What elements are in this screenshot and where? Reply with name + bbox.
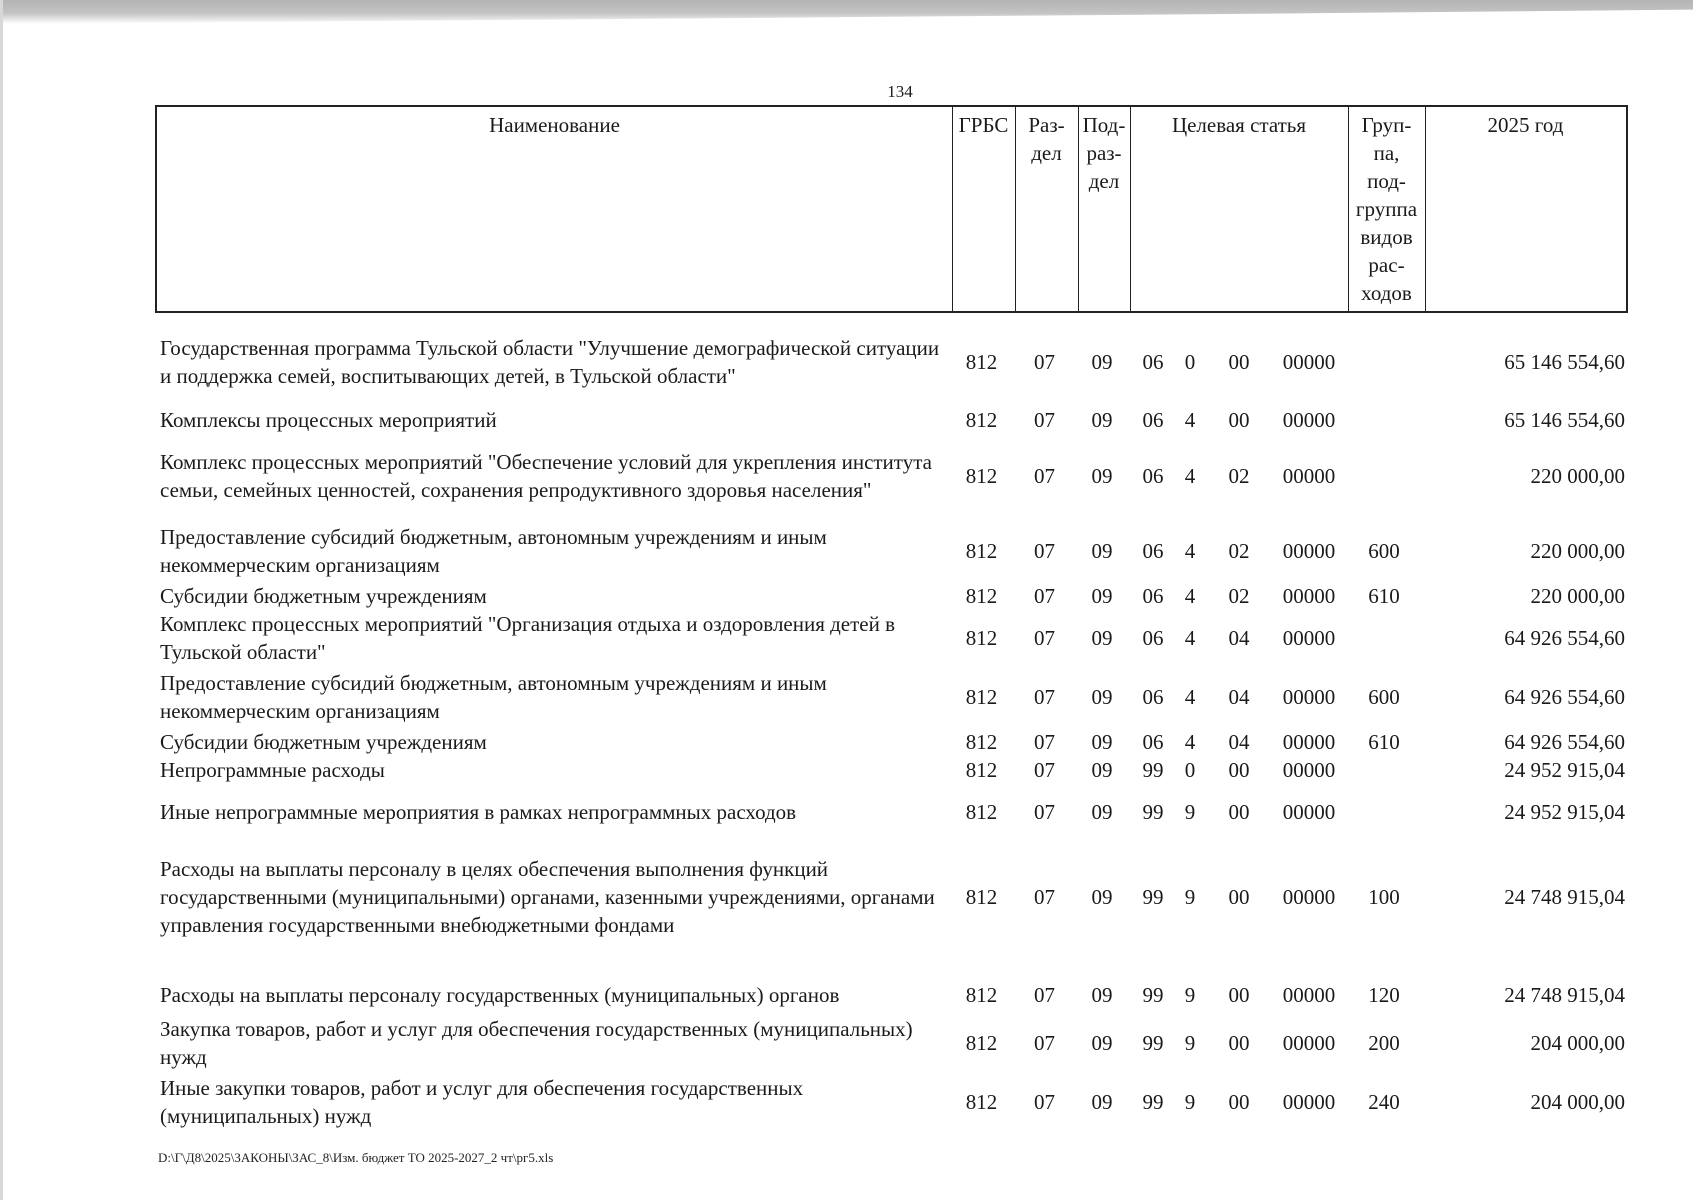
row-name-cell: Государственная программа Тульской области "Улучшение демографической ситуации и поддержка семей, воспитывающих детей, в Тульской области" [160, 336, 940, 388]
grbs-cell: 812 [965, 539, 998, 563]
target-direction-cell: 00000 [1282, 800, 1336, 824]
target-subprogram-cell: 9 [1184, 800, 1196, 824]
podrazdel-cell: 09 [1091, 626, 1113, 650]
file-path-footer: D:\Г\Д8\2025\ЗАКОНЫ\ЗАС_8\Изм. бюджет ТО 2025-2027_2 чт\рг5.xls [158, 1150, 554, 1165]
target-program-cell: 99 [1142, 1090, 1164, 1114]
target-measure-cell: 02 [1228, 584, 1250, 608]
expense-type-cell [1348, 610, 1420, 666]
razdel-cell: 07 [1034, 350, 1055, 374]
amount-cell: 220 000,00 [1530, 584, 1625, 608]
podrazdel-cell: 09 [1091, 584, 1113, 608]
table-row [0, 331, 1693, 393]
table-row [0, 1074, 1693, 1130]
podrazdel-cell: 09 [1091, 800, 1113, 824]
amount-cell: 204 000,00 [1530, 1031, 1625, 1055]
table-row [0, 728, 1693, 756]
target-measure-cell: 04 [1228, 626, 1250, 650]
target-measure-cell: 04 [1228, 685, 1250, 709]
amount-cell: 220 000,00 [1530, 539, 1625, 563]
grbs-cell: 812 [965, 685, 998, 709]
grbs-cell: 812 [965, 885, 998, 909]
target-measure-cell: 00 [1228, 350, 1250, 374]
target-direction-cell: 00000 [1282, 730, 1336, 754]
amount-cell: 24 748 915,04 [1504, 885, 1625, 909]
grbs-cell: 812 [965, 626, 998, 650]
table-row [0, 1015, 1693, 1071]
podrazdel-cell: 09 [1091, 983, 1113, 1007]
target-program-cell: 99 [1142, 1031, 1164, 1055]
table-row [0, 434, 1693, 518]
grbs-cell: 812 [965, 758, 998, 782]
expense-type-cell [1348, 434, 1420, 518]
razdel-cell: 07 [1034, 885, 1055, 909]
expense-type-cell: 610 [1368, 584, 1400, 608]
podrazdel-cell: 09 [1091, 408, 1113, 432]
header-gruppa-vidov-rashodov: Груп- па, под- группа видов рас- ходов [1355, 113, 1418, 305]
expense-type-cell: 240 [1368, 1090, 1400, 1114]
row-name-cell: Непрограммные расходы [160, 758, 385, 782]
target-subprogram-cell: 4 [1184, 626, 1196, 650]
podrazdel-cell: 09 [1091, 730, 1113, 754]
amount-cell: 24 952 915,04 [1504, 758, 1625, 782]
table-row [0, 523, 1693, 579]
target-measure-cell: 00 [1228, 758, 1250, 782]
razdel-cell: 07 [1034, 800, 1055, 824]
razdel-cell: 07 [1034, 584, 1055, 608]
razdel-cell: 07 [1034, 539, 1055, 563]
target-subprogram-cell: 9 [1184, 1031, 1196, 1055]
target-subprogram-cell: 0 [1184, 350, 1196, 374]
row-name-cell: Субсидии бюджетным учреждениям [160, 584, 487, 608]
target-direction-cell: 00000 [1282, 1090, 1336, 1114]
target-measure-cell: 00 [1228, 885, 1250, 909]
table-row [0, 582, 1693, 610]
row-name-cell: Комплекс процессных мероприятий "Обеспечение условий для укрепления института семьи, семейных ценностей, сохранения репродуктивного здоровья населения" [160, 450, 932, 502]
razdel-cell: 07 [1034, 408, 1055, 432]
expense-type-cell [1348, 756, 1420, 784]
target-subprogram-cell: 9 [1184, 1090, 1196, 1114]
razdel-cell: 07 [1034, 730, 1055, 754]
row-name-cell: Иные непрограммные мероприятия в рамках непрограммных расходов [160, 800, 797, 824]
grbs-cell: 812 [965, 1090, 998, 1114]
row-name-cell: Комплексы процессных мероприятий [160, 408, 497, 432]
table-row [0, 756, 1693, 784]
grbs-cell: 812 [965, 800, 998, 824]
target-direction-cell: 00000 [1282, 408, 1336, 432]
podrazdel-cell: 09 [1091, 350, 1113, 374]
target-program-cell: 06 [1142, 730, 1164, 754]
expense-type-cell [1348, 406, 1420, 434]
expense-type-cell: 600 [1368, 685, 1400, 709]
podrazdel-cell: 09 [1091, 885, 1113, 909]
target-direction-cell: 00000 [1282, 1031, 1336, 1055]
podrazdel-cell: 09 [1091, 464, 1113, 488]
target-measure-cell: 00 [1228, 1031, 1250, 1055]
target-subprogram-cell: 0 [1184, 758, 1196, 782]
target-program-cell: 06 [1142, 584, 1164, 608]
target-measure-cell: 00 [1228, 983, 1250, 1007]
amount-cell: 64 926 554,60 [1504, 626, 1625, 650]
target-subprogram-cell: 9 [1184, 983, 1196, 1007]
expense-type-cell: 100 [1368, 885, 1400, 909]
header-name: Наименование [489, 113, 620, 137]
target-program-cell: 06 [1142, 350, 1164, 374]
amount-cell: 64 926 554,60 [1504, 730, 1625, 754]
table-row [0, 610, 1693, 666]
podrazdel-cell: 09 [1091, 758, 1113, 782]
target-subprogram-cell: 4 [1184, 730, 1196, 754]
target-subprogram-cell: 4 [1184, 464, 1196, 488]
target-direction-cell: 00000 [1282, 350, 1336, 374]
header-razdel: Раз- дел [1028, 113, 1065, 165]
target-measure-cell: 00 [1228, 408, 1250, 432]
header-year: 2025 год [1487, 113, 1564, 137]
target-program-cell: 99 [1142, 758, 1164, 782]
target-program-cell: 06 [1142, 464, 1164, 488]
razdel-cell: 07 [1034, 1031, 1055, 1055]
grbs-cell: 812 [965, 983, 998, 1007]
amount-cell: 220 000,00 [1530, 464, 1625, 488]
expense-type-cell: 600 [1368, 539, 1400, 563]
grbs-cell: 812 [965, 1031, 998, 1055]
row-name-cell: Субсидии бюджетным учреждениям [160, 730, 487, 754]
target-direction-cell: 00000 [1282, 464, 1336, 488]
amount-cell: 204 000,00 [1530, 1090, 1625, 1114]
target-measure-cell: 00 [1228, 800, 1250, 824]
table-row [0, 975, 1693, 1015]
grbs-cell: 812 [965, 464, 998, 488]
target-subprogram-cell: 4 [1184, 584, 1196, 608]
target-program-cell: 99 [1142, 800, 1164, 824]
razdel-cell: 07 [1034, 1090, 1055, 1114]
table-header [155, 105, 1628, 313]
target-direction-cell: 00000 [1282, 685, 1336, 709]
row-name-cell: Предоставление субсидий бюджетным, автономным учреждениям и иным некоммерческим организациям [160, 525, 827, 577]
target-program-cell: 99 [1142, 983, 1164, 1007]
table-row [0, 669, 1693, 725]
razdel-cell: 07 [1034, 464, 1055, 488]
row-name-cell: Предоставление субсидий бюджетным, автономным учреждениям и иным некоммерческим организациям [160, 671, 827, 723]
razdel-cell: 07 [1034, 758, 1055, 782]
target-measure-cell: 02 [1228, 464, 1250, 488]
expense-type-cell: 200 [1368, 1031, 1400, 1055]
amount-cell: 65 146 554,60 [1504, 408, 1625, 432]
amount-cell: 64 926 554,60 [1504, 685, 1625, 709]
target-subprogram-cell: 4 [1184, 408, 1196, 432]
podrazdel-cell: 09 [1091, 1090, 1113, 1114]
target-program-cell: 06 [1142, 626, 1164, 650]
row-name-cell: Иные закупки товаров, работ и услуг для обеспечения государственных (муниципальных) нужд [160, 1076, 804, 1128]
target-subprogram-cell: 9 [1184, 885, 1196, 909]
header-podrazdel: Под- раз- дел [1082, 113, 1126, 193]
target-program-cell: 06 [1142, 539, 1164, 563]
target-subprogram-cell: 4 [1184, 539, 1196, 563]
target-measure-cell: 04 [1228, 730, 1250, 754]
target-direction-cell: 00000 [1282, 539, 1336, 563]
razdel-cell: 07 [1034, 983, 1055, 1007]
podrazdel-cell: 09 [1091, 685, 1113, 709]
amount-cell: 65 146 554,60 [1504, 350, 1625, 374]
table-row [0, 852, 1693, 942]
table-row [0, 406, 1693, 434]
target-direction-cell: 00000 [1282, 626, 1336, 650]
amount-cell: 24 748 915,04 [1504, 983, 1625, 1007]
target-direction-cell: 00000 [1282, 885, 1336, 909]
amount-cell: 24 952 915,04 [1504, 800, 1625, 824]
expense-type-cell [1348, 331, 1420, 393]
razdel-cell: 07 [1034, 626, 1055, 650]
row-name-cell: Расходы на выплаты персоналу в целях обеспечения выполнения функций государственными (муниципальными) органами, казенными учреждениями, органами управления государственными внебюджетными фондами [160, 857, 935, 937]
target-program-cell: 99 [1142, 885, 1164, 909]
page-number: 134 [887, 82, 913, 101]
target-measure-cell: 00 [1228, 1090, 1250, 1114]
header-grbs: ГРБС [958, 113, 1009, 137]
row-name-cell: Комплекс процессных мероприятий "Организация отдыха и оздоровления детей в Тульской области" [160, 612, 896, 664]
scan-shadow-top [0, 0, 1693, 24]
grbs-cell: 812 [965, 350, 998, 374]
header-tselevaya-statya: Целевая статья [1171, 113, 1307, 137]
target-direction-cell: 00000 [1282, 758, 1336, 782]
row-name-cell: Закупка товаров, работ и услуг для обеспечения государственных (муниципальных) нужд [160, 1017, 913, 1069]
grbs-cell: 812 [965, 584, 998, 608]
target-program-cell: 06 [1142, 685, 1164, 709]
podrazdel-cell: 09 [1091, 539, 1113, 563]
table-row [0, 792, 1693, 832]
podrazdel-cell: 09 [1091, 1031, 1113, 1055]
target-program-cell: 06 [1142, 408, 1164, 432]
expense-type-cell: 610 [1368, 730, 1400, 754]
expense-type-cell [1348, 792, 1420, 832]
grbs-cell: 812 [965, 408, 998, 432]
razdel-cell: 07 [1034, 685, 1055, 709]
expense-type-cell: 120 [1368, 983, 1400, 1007]
row-name-cell: Расходы на выплаты персоналу государственных (муниципальных) органов [160, 983, 840, 1007]
target-measure-cell: 02 [1228, 539, 1250, 563]
target-subprogram-cell: 4 [1184, 685, 1196, 709]
target-direction-cell: 00000 [1282, 584, 1336, 608]
grbs-cell: 812 [965, 730, 998, 754]
target-direction-cell: 00000 [1282, 983, 1336, 1007]
